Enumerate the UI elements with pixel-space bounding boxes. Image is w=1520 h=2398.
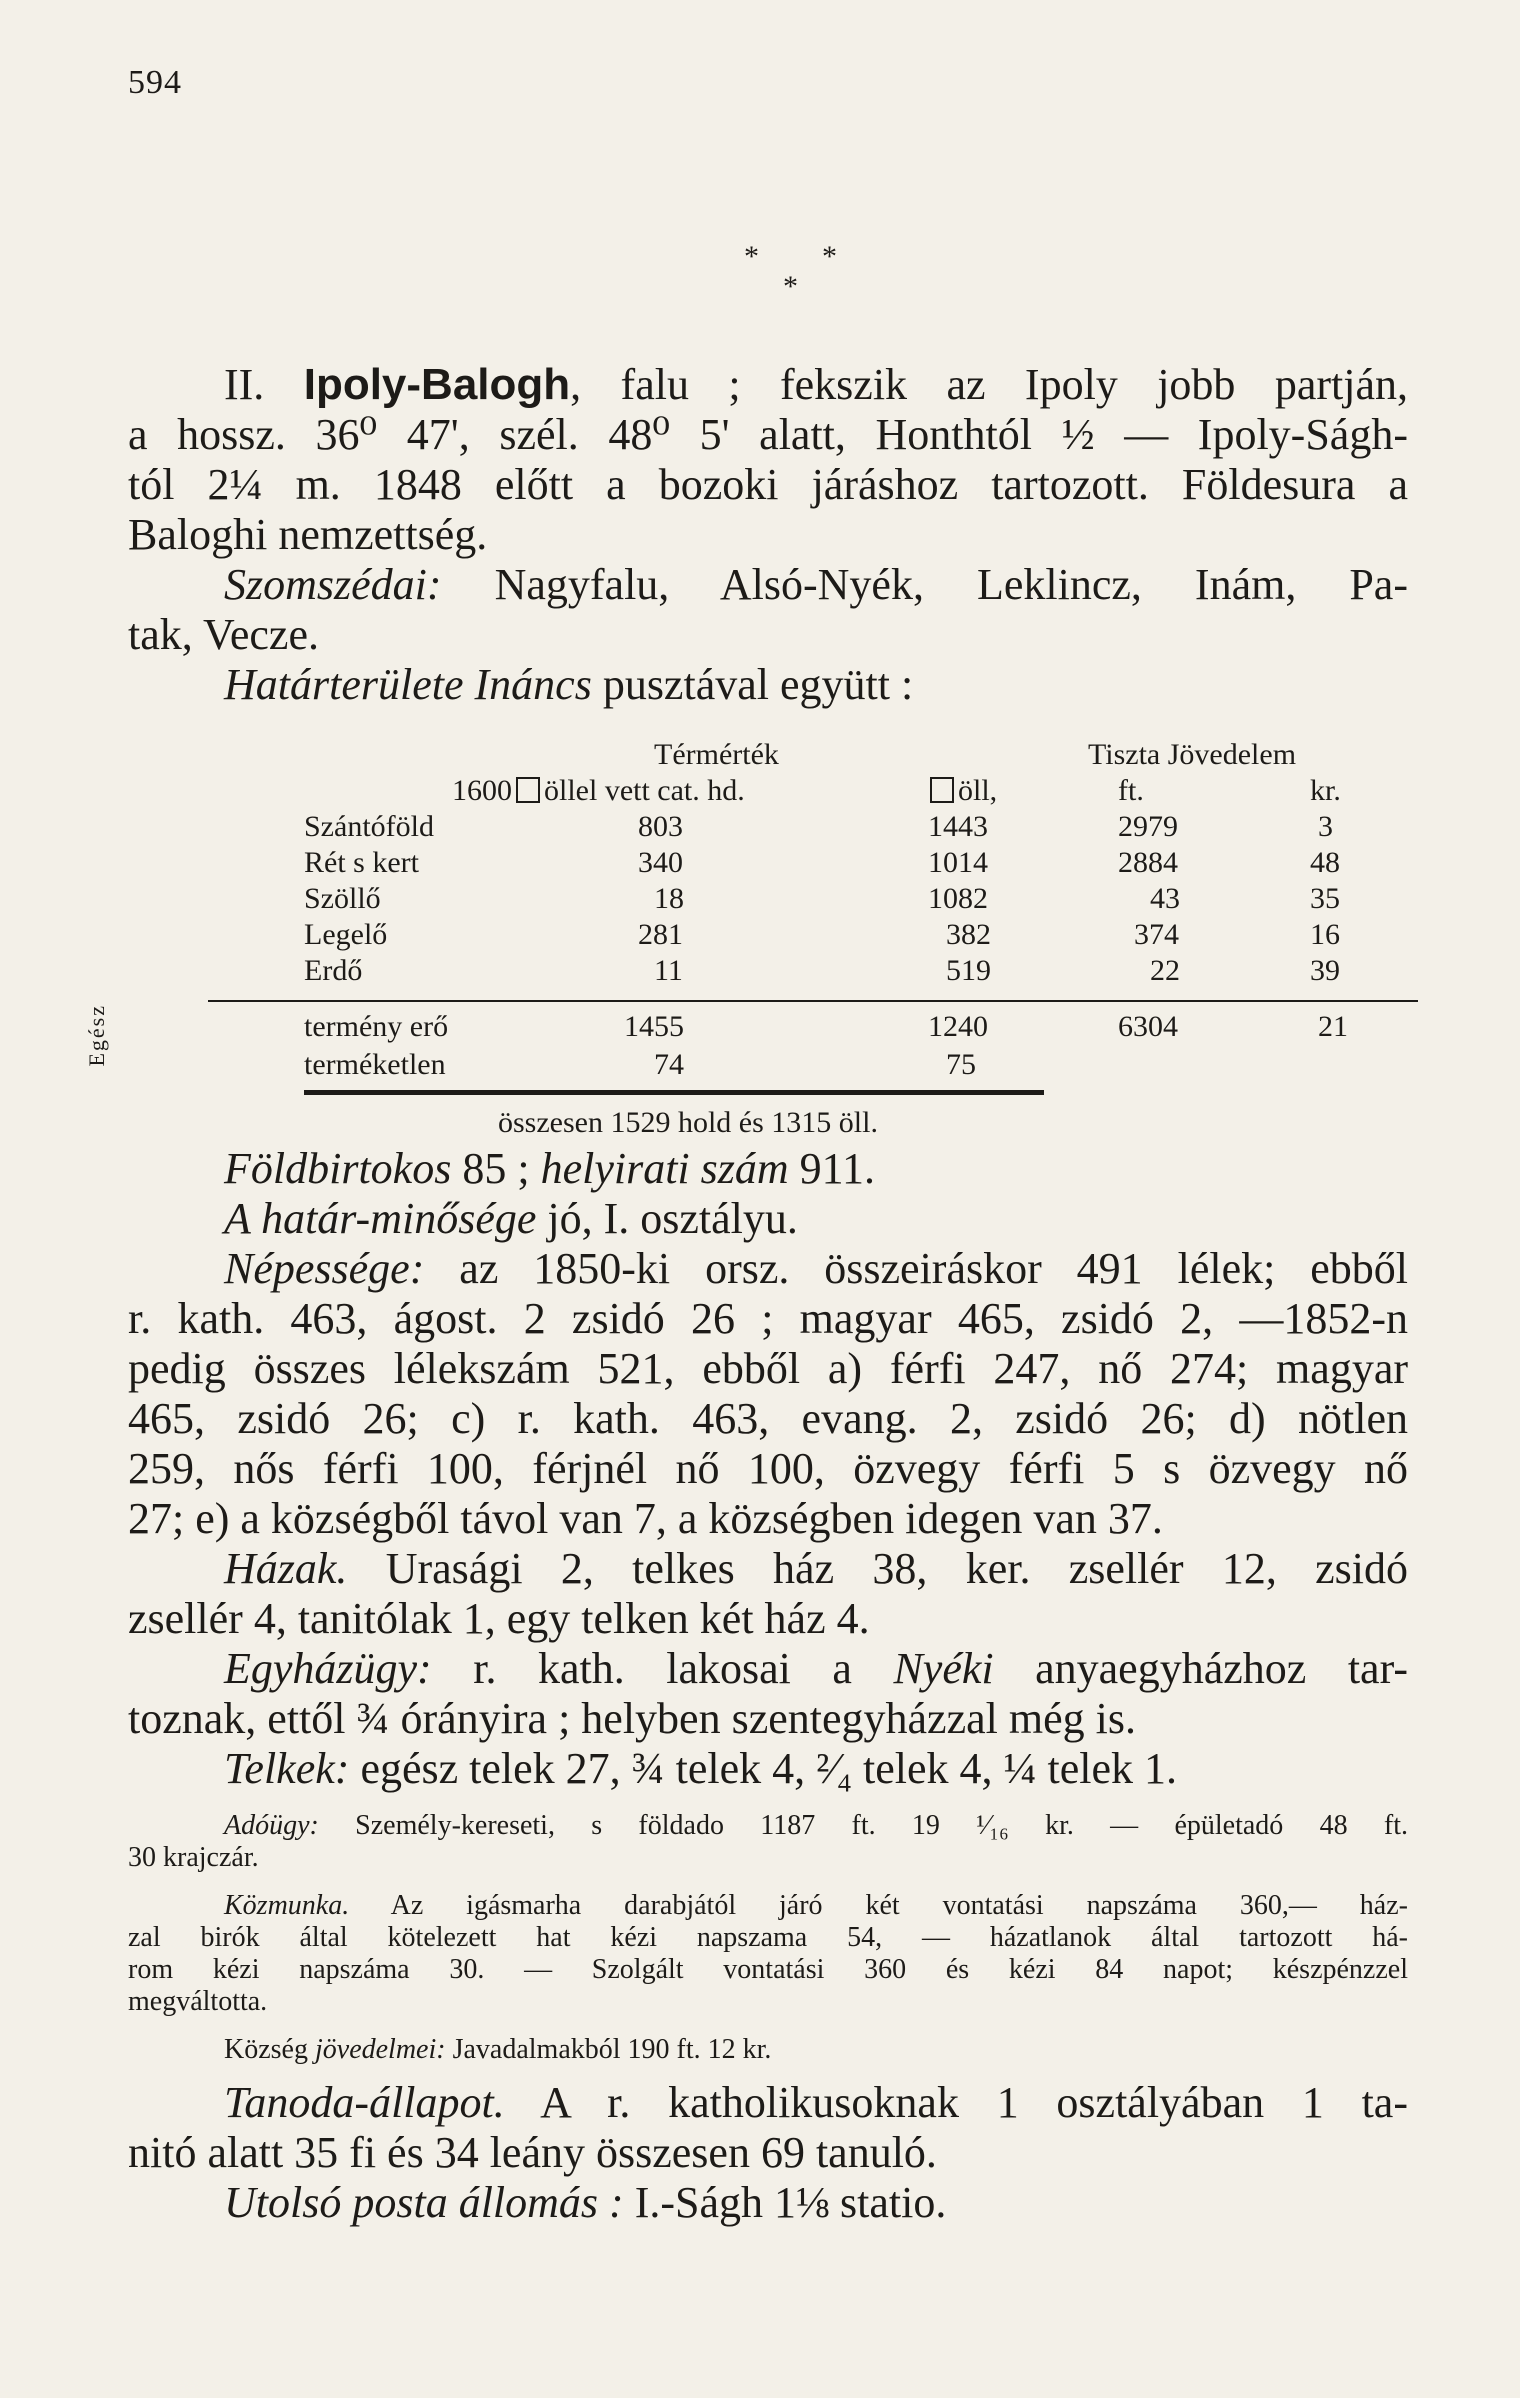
row-ft: 374 — [1134, 918, 1179, 951]
summary-name: terméketlen — [304, 1048, 446, 1081]
row-ft: 2979 — [1118, 810, 1178, 843]
row-name: Erdő — [304, 954, 363, 987]
public-work-line-2: zal birók által kötelezett hat kézi napszama 54, — házatlanok által tartozott há- — [128, 1922, 1408, 1953]
summary-kr: 21 — [1318, 1010, 1348, 1043]
public-work-line-3: rom kézi napszáma 30. — Szolgált vontatási 360 és kézi 84 napot; készpénzzel — [128, 1954, 1408, 1985]
public-work-paragraph — [128, 1890, 1408, 2018]
row-hold: 340 — [638, 846, 683, 879]
population-line-6: 27; e) a községből távol van 7, a községben idegen van 37. — [128, 1494, 1163, 1543]
school-and-post — [128, 2078, 1408, 2228]
population-line-1: Népessége: az 1850-ki orsz. összeiráskor 491 lélek; ebből — [224, 1244, 1409, 1293]
square-symbol-icon — [516, 777, 540, 803]
square-symbol-icon — [930, 777, 954, 803]
intro-line-3: tól 2¼ m. 1848 előtt a bozoki járáshoz tartozott. Földesura a — [128, 460, 1408, 509]
table-divider — [208, 1000, 1418, 1002]
intro-line-1: II. Ipoly-Balogh, falu ; fekszik az Ipoly jobb partján, — [224, 360, 1408, 409]
quality-line: A határ-minősége jó, I. osztályu. — [224, 1194, 798, 1243]
row-oll: 382 — [946, 918, 991, 951]
row-oll: 519 — [946, 954, 991, 987]
row-name: Szöllő — [304, 882, 381, 915]
header-ft: ft. — [1118, 774, 1144, 807]
intro-line-2: a hossz. 36⁰ 47', szél. 48⁰ 5' alatt, Honthtól ½ — Ipoly-Ságh- — [128, 410, 1408, 459]
public-work-line-1: Közmunka. Az igásmarha darabjától járó két vontatási napszáma 360,— ház- — [224, 1890, 1408, 1921]
population-line-5: 259, nős férfi 100, férjnél nő 100, özvegy férfi 5 s özvegy nő — [128, 1444, 1408, 1493]
header-termertek: Térmérték — [654, 738, 779, 771]
total-line: összesen 1529 hold és 1315 öll. — [498, 1106, 878, 1139]
total-divider — [304, 1090, 1044, 1095]
summary-name: termény erő — [304, 1010, 449, 1043]
houses-line-2: zsellér 4, tanitólak 1, egy telken két ház 4. — [128, 1594, 870, 1643]
public-work-line-4: megváltotta. — [128, 1986, 268, 2017]
post-line: Utolsó posta állomás : I.-Ságh 1⅛ statio. — [224, 2178, 947, 2227]
row-hold: 281 — [638, 918, 683, 951]
territory-line: Határterülete Ináncs pusztával együtt : — [224, 660, 914, 709]
row-oll: 1014 — [928, 846, 988, 879]
row-kr: 3 — [1318, 810, 1333, 843]
asterisk-bottom: * — [783, 270, 798, 303]
row-kr: 48 — [1310, 846, 1340, 879]
neighbors-line: Szomszédai: Nagyfalu, Alsó-Nyék, Leklincz, Inám, Pa- — [224, 560, 1408, 609]
school-line-1: Tanoda-állapot. A r. katholikusoknak 1 osztályában 1 ta- — [224, 2078, 1408, 2127]
row-oll: 1082 — [928, 882, 988, 915]
summary-oll: 75 — [946, 1048, 976, 1081]
page-number: 594 — [128, 64, 182, 101]
tax-line-2: 30 krajczár. — [128, 1842, 259, 1873]
header-unit-oll: öll, — [926, 774, 997, 808]
land-table — [128, 738, 1418, 1168]
main-text — [128, 1144, 1408, 1794]
summary-hold: 1455 — [624, 1010, 684, 1043]
row-ft: 2884 — [1118, 846, 1178, 879]
neighbors-line-2: tak, Vecze. — [128, 610, 319, 659]
row-hold: 803 — [638, 810, 683, 843]
row-ft: 43 — [1150, 882, 1180, 915]
asterisk-left: * — [744, 240, 759, 273]
header-unit-1600: 1600 öllel vett cat. hd. — [452, 774, 745, 807]
row-oll: 1443 — [928, 810, 988, 843]
row-hold: 11 — [654, 954, 683, 987]
houses-line-1: Házak. Urasági 2, telkes ház 38, ker. zsellér 12, zsidó — [224, 1544, 1408, 1593]
income-line: Község jövedelmei: Javadalmakból 190 ft. 12 kr. — [224, 2034, 772, 2065]
landowner-line: Földbirtokos 85 ; helyirati szám 911. — [224, 1144, 876, 1193]
row-name: Szántóföld — [304, 810, 434, 843]
row-hold: 18 — [654, 882, 684, 915]
summary-ft: 6304 — [1118, 1010, 1178, 1043]
side-label-egesz: Egész — [84, 1004, 109, 1067]
summary-oll: 1240 — [928, 1010, 988, 1043]
summary-hold: 74 — [654, 1048, 684, 1081]
row-kr: 39 — [1310, 954, 1340, 987]
row-ft: 22 — [1150, 954, 1180, 987]
church-line-2: toznak, ettől ¾ órányira ; helyben szentegyházzal még is. — [128, 1694, 1136, 1743]
header-tiszta-jovedelem: Tiszta Jövedelem — [1088, 738, 1297, 771]
intro-paragraph — [128, 360, 1408, 710]
church-line-1: Egyházügy: r. kath. lakosai a Nyéki anyaegyházhoz tar- — [224, 1644, 1408, 1693]
plots-line: Telkek: egész telek 27, ¾ telek 4, ²⁄₄ telek 4, ¼ telek 1. — [224, 1744, 1178, 1793]
population-line-3: pedig összes lélekszám 521, ebből a) férfi 247, nő 274; magyar — [128, 1344, 1408, 1393]
tax-paragraph — [128, 1810, 1408, 1874]
section-divider-asterisks — [0, 0, 1520, 303]
tax-line-1: Adóügy: Személy-kereseti, s földado 1187 ft. 19 ¹⁄₁₆ kr. — épületadó 48 ft. — [224, 1810, 1408, 1841]
row-kr: 16 — [1310, 918, 1340, 951]
row-name: Rét s kert — [304, 846, 419, 879]
row-kr: 35 — [1310, 882, 1340, 915]
asterisk-right: * — [822, 240, 837, 273]
population-line-2: r. kath. 463, ágost. 2 zsidó 26 ; magyar 465, zsidó 2, —1852-n — [128, 1294, 1408, 1343]
row-name: Legelő — [304, 918, 388, 951]
intro-line-4: Baloghi nemzettség. — [128, 510, 488, 559]
school-line-2: nitó alatt 35 fi és 34 leány összesen 69 tanuló. — [128, 2128, 937, 2177]
income-paragraph — [128, 2034, 1408, 2066]
population-line-4: 465, zsidó 26; c) r. kath. 463, evang. 2, zsidó 26; d) nötlen — [128, 1394, 1408, 1443]
header-kr: kr. — [1310, 774, 1341, 807]
village-name: Ipoly-Balogh — [303, 360, 571, 409]
